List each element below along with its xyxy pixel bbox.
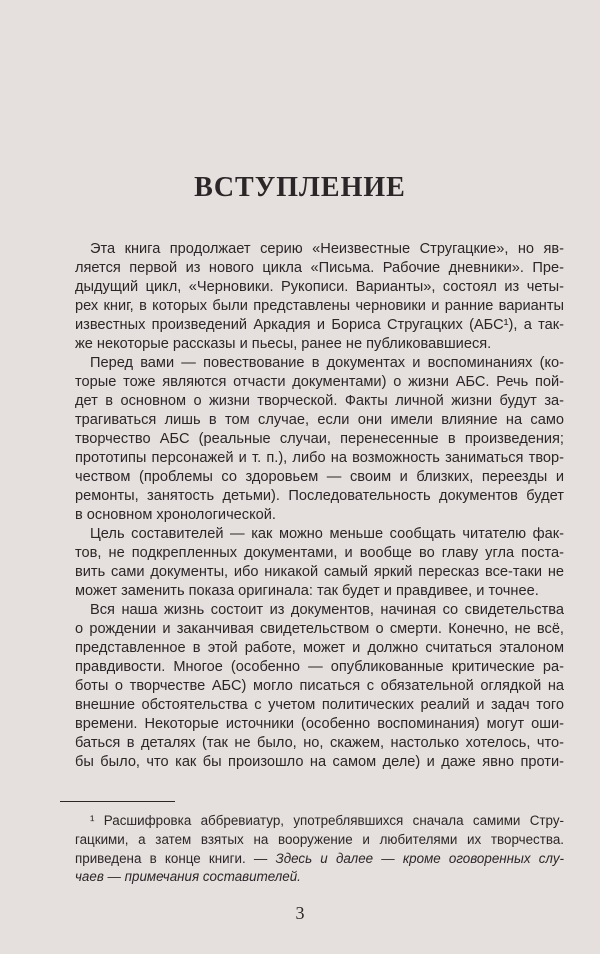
text-line: вить сами документы, ибо никакой самый яркий пересказ все-таки не xyxy=(75,564,564,580)
text-line: ремонты, занятость детьми). Последовательность документов будет xyxy=(75,488,564,504)
text-line: творчество АБС (реальные случаи, перенесенные в произведения; xyxy=(75,431,564,447)
text-line: Цель составителей — как можно меньше сообщать читателю фак- xyxy=(90,526,564,542)
footnote-line xyxy=(75,868,564,887)
text-line: в основном хронологической. xyxy=(75,507,276,523)
body-text xyxy=(75,240,564,772)
text-line: тов, не подкрепленных документами, и вообще во главу угла поста- xyxy=(75,545,564,561)
paragraph xyxy=(75,354,564,525)
text-line: чеством (проблемы со здоровьем — своим и близких, переезды и xyxy=(75,469,564,485)
footnote xyxy=(75,812,564,887)
footnote-line: ¹ Расшифровка аббревиатур, употреблявшихся сначала самими Стру- xyxy=(90,813,564,828)
text-line: торые тоже являются отчасти документами) о жизни АБС. Речь пой- xyxy=(75,374,564,390)
footnote-line: гацкими, а затем взятых на вооружение и любителями их творчества. xyxy=(75,831,564,847)
text-line: ляется первой из нового цикла «Письма. Рабочие дневники». Пре- xyxy=(75,260,564,276)
text-line: дыдущий цикл, «Черновики. Рукописи. Варианты», состоял из четы- xyxy=(75,279,564,295)
text-line: прототипы персонажей и т. п.), либо на возможность заниматься твор- xyxy=(75,450,564,466)
paragraph xyxy=(75,240,564,354)
page-number: 3 xyxy=(295,903,305,923)
text-line: может заменить показа оригинала: так будет и правдивее, и точнее. xyxy=(75,583,539,599)
text-line: известных произведений Аркадия и Бориса Стругацких (АБС¹), а так- xyxy=(75,317,564,333)
text-line: Перед вами — повествование в документах и воспоминаниях (ко- xyxy=(90,355,564,371)
text-line: правдивости. Многое (особенно — опубликованные критические ра- xyxy=(75,659,564,675)
footnote-text: приведена в конце книги. — xyxy=(75,850,276,866)
paragraph xyxy=(75,601,564,772)
text-line: времени. Некоторые источники (особенно воспоминания) могут оши- xyxy=(75,716,564,732)
text-line: трагиваться лишь в том случае, если они имели влияние на само xyxy=(75,412,564,428)
text-line: Вся наша жизнь состоит из документов, начиная со свидетельства xyxy=(90,602,564,618)
text-line: Эта книга продолжает серию «Неизвестные Стругацкие», но яв- xyxy=(90,241,564,257)
text-line: внешние обстоятельства с учетом политических реалий и задач того xyxy=(75,697,564,713)
footnote-line xyxy=(75,850,564,869)
footnote-divider xyxy=(60,801,175,802)
footnote-italic-text: Здесь и далее — кроме оговоренных слу- xyxy=(275,850,564,866)
text-line: же некоторые рассказы и пьесы, ранее не публиковавшиеся. xyxy=(75,336,492,352)
text-line: представленное в этой работе, может и должно считаться эталоном xyxy=(75,640,564,656)
text-line: бы было, что как бы произошло на самом деле) и даже явно проти- xyxy=(75,754,564,770)
text-line: дет в основном о жизни творческой. Факты личной жизни будут за- xyxy=(75,393,564,409)
text-line: боты о творчестве АБС) могло писаться с обязательной оглядкой на xyxy=(75,678,564,694)
text-line: баться в деталях (так не было, но, скажем, настолько хотелось, что- xyxy=(75,735,564,751)
chapter-title: ВСТУПЛЕНИЕ xyxy=(194,172,406,203)
paragraph xyxy=(75,525,564,601)
footnote-italic-text: чаев — примечания составителей. xyxy=(75,869,301,885)
text-line: рех книг, в которых были представлены черновики и ранние варианты xyxy=(75,298,564,314)
text-line: о рождении и заканчивая свидетельством о смерти. Конечно, не всё, xyxy=(75,621,564,637)
